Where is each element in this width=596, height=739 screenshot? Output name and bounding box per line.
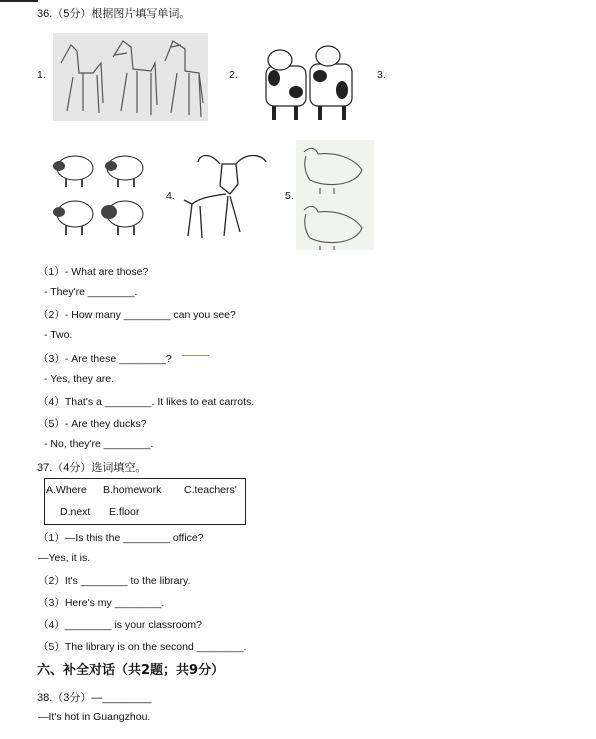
q37-line-6: （5）The library is on the second ________. <box>38 641 247 653</box>
q37-line-5: （4）________ is your classroom? <box>38 619 203 631</box>
q36-line-8: （5）- Are they ducks? <box>38 418 147 430</box>
picture-number-5: 5. <box>285 190 294 202</box>
q38-line-1: —It's hot in Guangzhou. <box>38 711 151 723</box>
picture-number-3: 3. <box>377 69 386 81</box>
q36-line-2: - They're ________. <box>44 286 138 298</box>
question-38-title: 38.（3分）—________ <box>37 692 152 704</box>
question-37-title: 37.（4分）选词填空。 <box>37 462 147 474</box>
word-option-e: E.floor <box>109 506 140 518</box>
q36-line-9: - No, they're ________. <box>44 438 154 450</box>
picture-number-4: 4. <box>166 190 175 202</box>
horses-drawing-icon <box>53 33 208 121</box>
top-rule <box>0 0 38 2</box>
sheep-drawing-icon <box>47 150 147 242</box>
word-option-c: C.teachers' <box>184 484 237 496</box>
question-36-title: 36.（5分）根据图片填写单词。 <box>37 8 191 20</box>
q36-line-4: - Two. <box>44 329 73 341</box>
stray-mark <box>182 355 209 356</box>
q36-line-6: - Yes, they are. <box>44 373 115 385</box>
section-6-heading: 六、补全对话（共2题；共9分） <box>37 663 225 678</box>
picture-number-2: 2. <box>229 69 238 81</box>
hens-drawing-icon <box>296 140 374 250</box>
word-option-d: D.next <box>60 506 91 518</box>
word-option-a: A.Where <box>46 484 87 496</box>
q37-line-3: （2）It's ________ to the library. <box>38 575 191 587</box>
word-option-b: B.homework <box>103 484 162 496</box>
q36-line-3: （2）- How many ________ can you see? <box>38 309 236 321</box>
q37-line-1: （1）—Is this the ________ office? <box>38 532 204 544</box>
cows-drawing-icon <box>258 26 364 126</box>
q36-line-5: （3）- Are these ________? <box>38 353 172 365</box>
q37-line-4: （3）Here's my ________. <box>38 597 165 609</box>
q37-line-2: —Yes, it is. <box>38 552 91 564</box>
q36-line-7: （4）That's a ________. It likes to eat carrots. <box>38 396 255 408</box>
picture-number-1: 1. <box>37 69 46 81</box>
q36-line-1: （1）- What are those? <box>38 266 149 278</box>
goat-drawing-icon <box>180 150 275 242</box>
